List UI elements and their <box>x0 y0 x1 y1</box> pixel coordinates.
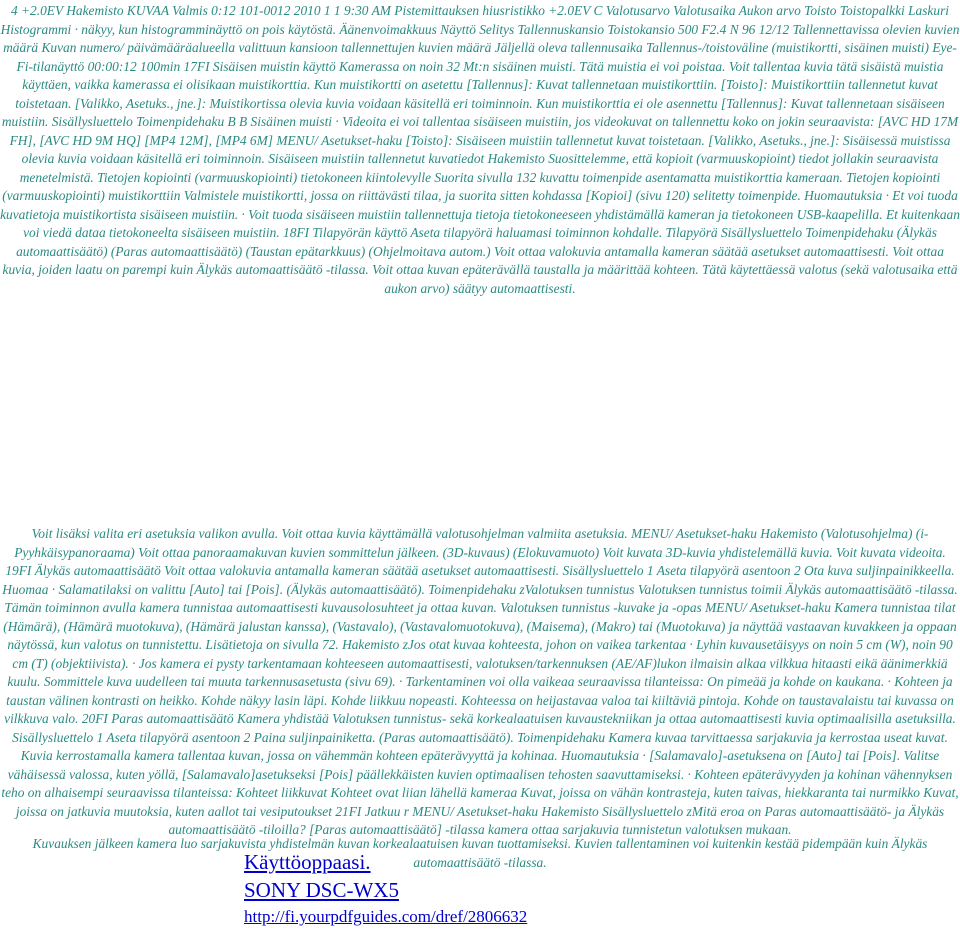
paragraph-3: Kuvauksen jälkeen kamera luo sarjakuvista yhdistelmän kuvan korkealaatuisen kuvan tuottamiseksi. Kuvien tallentaminen voi kuitenkin kestää pidempään kuin Älykäs automaattisäätö -tilassa. <box>32 836 928 870</box>
paragraph-2: Voit lisäksi valita eri asetuksia valikon avulla. Voit ottaa kuvia käyttämällä valotusohjelman valmiita asetuksia. MENU/ Asetukset-haku Hakemisto (Valotusohjelma) (i-Pyyhkäisypanoraama) Voit ottaa panoraamakuvan kuvien sommittelun jälkeen. (3D-kuvaus) (Elokuvamuoto) Voit kuvata 3D-kuvia yhdistelemällä kuvia. Voit kuvata videoita. 19FI Älykäs automaattisäätö Voit ottaa valokuvia antamalla kameran säätää asetukset automaattisesti. Sisällysluettelo 1 Aseta tilapyörä asentoon 2 Ota kuva suljinpainikkeella. Huomaa · Salamatilaksi on valittu [Auto] tai [Pois]. (Älykäs automaattisäätö). Toimenpidehaku zValotuksen tunnistus Valotuksen tunnistus toimii Älykäs automaattisäätö -tilassa. Tämän toiminnon avulla kamera tunnistaa automaattisesti kuvausolosuhteet ja ottaa kuvan. Valotuksen tunnistus -kuvake ja -opas MENU/ Asetukset-haku Kamera tunnistaa tilat (Hämärä), (Hämärä muotokuva), (Hämärä jalustan kanssa), (Vastavalo), (Vastavalomuotokuva), (Maisema), (Makro) tai (Muotokuva) ja näyttää vastaavan kuvakkeen ja oppaan näytössä, kun valotus on tunnistettu. Lisätietoja on sivulla 72. Hakemisto zJos otat kuvaa kohteesta, johon on vaikea tarkentaa · Lyhin kuvausetäisyys on noin 5 cm (W), noin 90 cm (T) (objektiivista). · Jos kamera ei pysty tarkentamaan kohteeseen automaattisesti, valotuksen/tarkennuksen (AE/AF)lukon ilmaisin alkaa vilkkua hitaasti eikä äänimerkkiä kuulu. Sommittele kuva uudelleen tai muuta tarkennusasetusta (sivu 69). · Tarkentaminen voi olla vaikeaa seuraavissa tilanteissa: On pimeää ja kohde on kaukana. · Kohteen ja taustan välinen kontrasti on heikko. Kohde näkyy lasin läpi. Kohde liikkuu nopeasti. Kohteessa on heijastavaa valoa tai kiiltäviä pintoja. Kohde on taustavalaistu tai kuvassa on vilkkuva valo. 20FI Paras automaattisäätö Kamera yhdistää Valotuksen tunnistus- sekä korkealaatuisen kuvaustekniikan ja ottaa automaattisesti kuvia optimaalisilla asetuksilla. Sisällysluettelo 1 Aseta tilapyörä asentoon 2 Paina suljinpainiketta. (Paras automaattisäätö). Toimenpidehaku Kamera kuvaa tarvittaessa sarjakuvia ja kerrostaa useat kuvat. Kuvia kerrostamalla kamera tallentaa kuvan, jossa on vähemmän kohteen epäterävyyttä ja kohinaa. Huomautuksia · [Salamavalo]-asetuksena on [Auto] tai [Pois]. Valitse vähäisessä valossa, kuten yöllä, [Salamavalo]asetukseksi [Pois] päällekkäisten kuvien optimaalisen tehosten saavuttamiseksi. · Kohteen epäterävyyden ja kohinan vähennyksen teho on alhaisempi seuraavissa tilanteissa: Kohteet liikkuvat Kohteet ovat liian lähellä kameraa Kuvat, joissa on vähän kontrasteja, kuten taivas, hiekkaranta tai nurmikko Kuvat, joissa on jatkuvia muutoksia, kuten aallot tai vesiputoukset 21FI Jatkuu r MENU/ Asetukset-haku Hakemisto Sisällysluettelo zMitä eroa on Paras automaattisäätö- ja Älykäs automaattisäätö -tiloilla? [Paras automaattisäätö] -tilassa kamera ottaa sarjakuvia tunnistetun valotuksen mukaan. <box>1 526 959 837</box>
model-link[interactable]: SONY DSC-WX5 <box>244 878 399 902</box>
url-link[interactable]: http://fi.yourpdfguides.com/dref/2806632 <box>244 907 528 926</box>
paragraph-1: 4 +2.0EV Hakemisto KUVAA Valmis 0:12 101-0012 2010 1 1 9:30 AM Pistemittauksen hiusristikko +2.0EV C Valotusarvo Valotusaika Aukon arvo Toisto Toistopalkki Laskuri Histogrammi · näkyy, kun histogramminäyttö on pois käytöstä. Äänenvoimakkuus Näyttö Selitys Tallennuskansio Toistokansio 500 F2.4 N 96 12/12 Tallennettavissa olevien kuvien määrä Kuvan numero/ päivämääräalueella valittuun kansioon tallennettujen kuvien määrä Jäljellä oleva tallennusaika Tallennus-/toistoväline (muistikortti, sisäinen muisti) Eye-Fi-tilanäyttö 00:00:12 100min 17FI Sisäisen muistin käyttö Kamerassa on noin 32 Mt:n sisäinen muisti. Tätä muistia ei voi poistaa. Voit tallentaa kuvia tätä sisäistä muistia käyttäen, vaikka kamerassa ei olisikaan muistikorttia. Kun muistikortti on asetettu [Tallennus]: Kuvat tallennetaan muistikorttiin. [Toisto]: Muistikorttiin tallennetut kuvat toistetaan. [Valikko, Asetuks., jne.]: Muistikortissa olevia kuvia voidaan käsitellä eri toiminnoin. Kun muistikorttia ei ole asennettu [Tallennus]: Kuvat tallennetaan sisäiseen muistiin. Sisällysluettelo Toimenpidehaku B B Sisäinen muisti · Videoita ei voi tallentaa sisäiseen muistiin, jos videokuvat on tallennettu koko on jokin seuraavista: [AVC HD 17M FH], [AVC HD 9M HQ] [MP4 12M], [MP4 6M] MENU/ Asetukset-haku [Toisto]: Sisäiseen muistiin tallennetut kuvat toistetaan. [Valikko, Asetuks., jne.]: Sisäisessä muistissa olevia kuvia voidaan käsitellä eri toiminnoin. Sisäiseen muistiin tallennetut kuvatiedot Hakemisto Suosittelemme, että kopioit (varmuuskopioint) tiedot jollakin seuraavista menetelmistä. Tietojen kopiointi (varmuuskopiointi) tietokoneen kiintolevylle Suorita sivulla 132 kuvattu toimenpide asentamatta muistikorttia kameraan. Tietojen kopiointi (varmuuskopiointi) muistikorttiin Valmistele muistikortti, jossa on riittävästi tilaa, ja suorita sitten kohdassa [Kopioi] (sivu 120) selitetty toimenpide. Huomautuksia · Et voi tuoda kuvatietoja muistikortista sisäiseen muistiin. · Voit tuoda sisäiseen muistiin tallennettuja tietoja tietokoneeseen yhdistämällä kameran ja tietokoneen USB-kaapelilla. Et kuitenkaan voi viedä dataa tietokoneelta sisäiseen muistiin. 18FI Tilapyörän käyttö Aseta tilapyörä haluamasi toiminnon kohdalle. Tilapyörä Sisällysluettelo Toimenpidehaku (Älykäs automaattisäätö) (Paras automaattisäätö) (Taustan epätarkkuus) (Ohjelmoitava autom.) Voit ottaa valokuvia antamalla kameran säätää asetukset automaattisesti. Voit ottaa kuvia, joiden laatu on parempi kuin Älykäs automaattisäätö -tilassa. Voit ottaa kuvan epäterävällä taustalla ja määrittää kohteen. Tätä käytettäessä valotus (sekä valotusaika että aukon arvo) säätyy automaattisesti. <box>0 3 960 296</box>
manual-link[interactable]: Käyttöoppaasi. <box>244 850 371 874</box>
